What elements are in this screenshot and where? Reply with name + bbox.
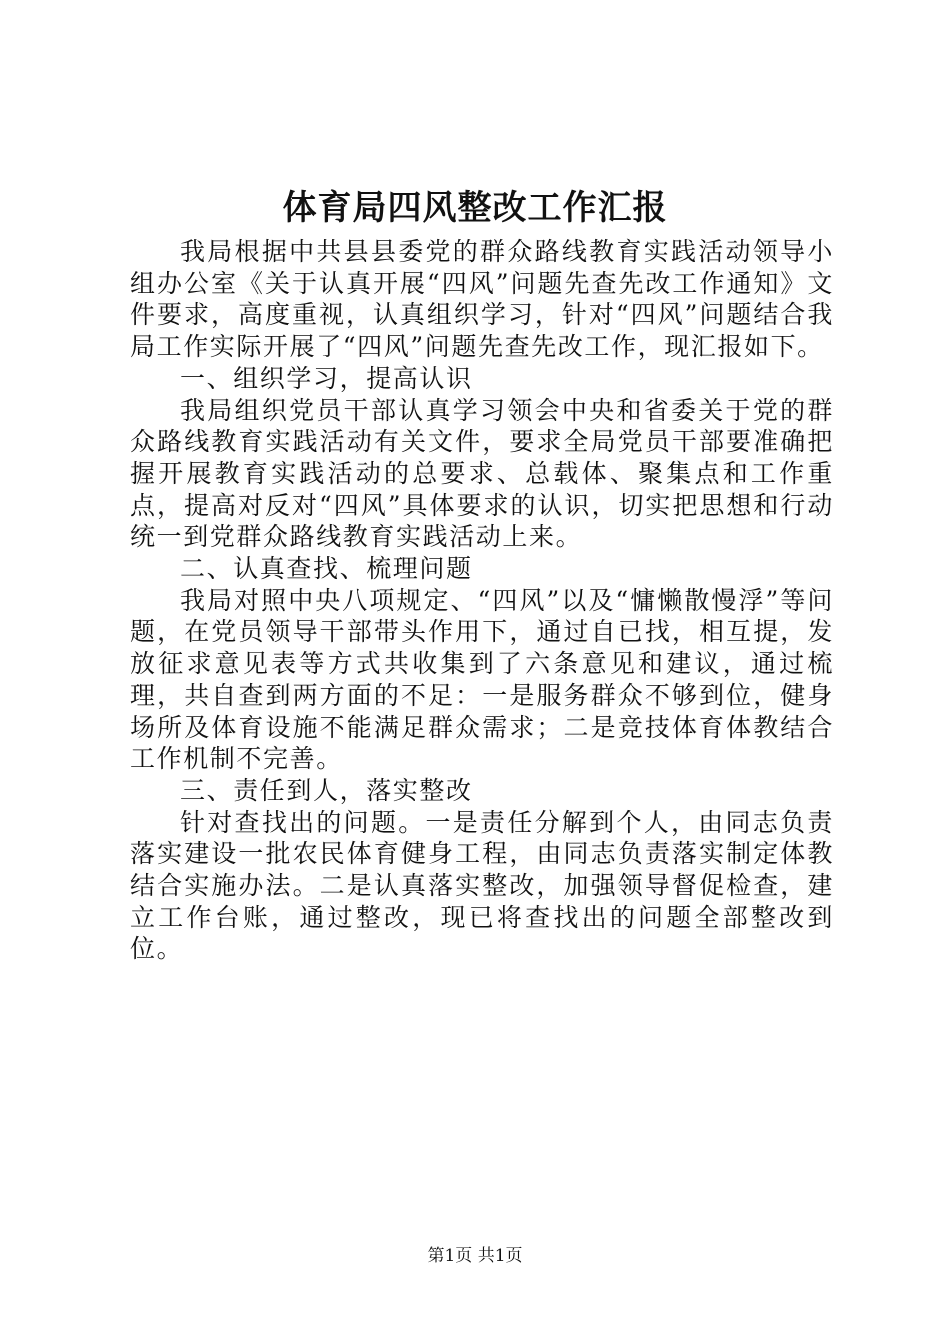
page-number-footer: 第1页 共1页 — [427, 1246, 523, 1266]
section-paragraph-1: 我局组织党员干部认真学习领会中央和省委关于党的群众路线教育实践活动有关文件，要求全局党员干部要准确把握开展教育实践活动的总要求、总载体、聚集点和工作重点，提高对反对“四风”具体要求的认识，切实把思想和行动统一到党群众路线教育实践活动上来。 — [130, 395, 834, 552]
section-paragraph-2: 我局对照中央八项规定、“四风”以及“慵懒散慢浮”等问题，在党员领导干部带头作用下，通过自已找，相互提，发放征求意见表等方式共收集到了六条意见和建议，通过梳理，共自查到两方面的不足：一是服务群众不够到位，健身场所及体育设施不能满足群众需求；二是竞技体育体教结合工作机制不完善。 — [130, 585, 834, 774]
section-paragraph-3: 针对查找出的问题。一是责任分解到个人，由同志负责落实建设一批农民体育健身工程，由同志负责落实制定体教结合实施办法。二是认真落实整改，加强领导督促检查，建立工作台账，通过整改，现已将查找出的问题全部整改到位。 — [130, 807, 834, 964]
document-body — [130, 236, 834, 965]
document-title: 体育局四风整改工作汇报 — [282, 188, 668, 228]
section-heading-1: 一、组织学习，提高认识 — [180, 363, 473, 393]
section-heading-3: 三、责任到人，落实整改 — [180, 775, 473, 805]
intro-paragraph: 我局根据中共县县委党的群众路线教育实践活动领导小组办公室《关于认真开展“四风”问题先查先改工作通知》文件要求，高度重视，认真组织学习，针对“四风”问题结合我局工作实际开展了“四风”问题先查先改工作，现汇报如下。 — [130, 237, 834, 362]
section-heading-2: 二、认真查找、梳理问题 — [180, 554, 473, 584]
